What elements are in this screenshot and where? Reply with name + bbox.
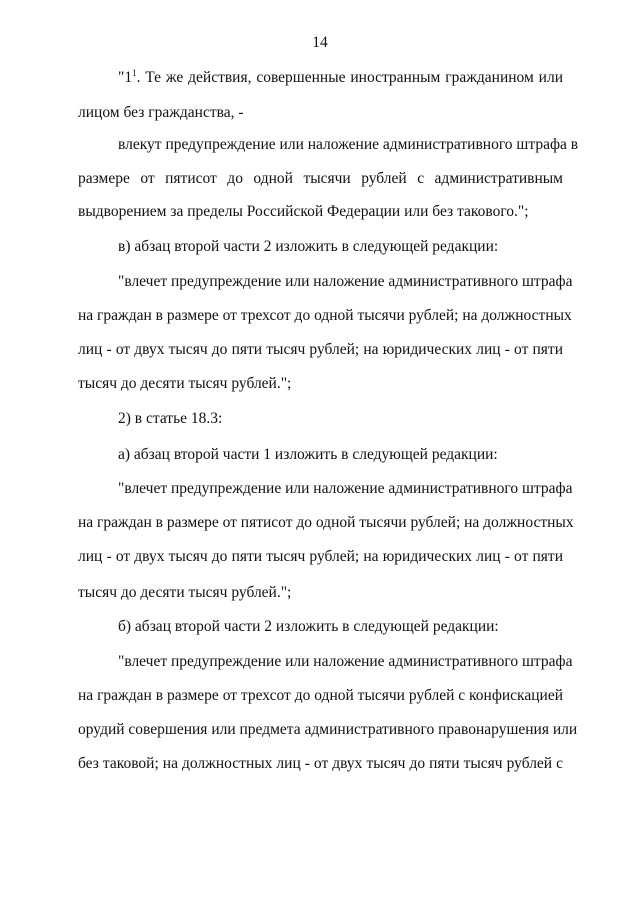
text-line: 2) в статье 18.3: [118, 410, 223, 427]
text-line: а) абзац второй части 1 изложить в следующей редакции: [118, 446, 498, 463]
text-line: выдворением за пределы Российской Федерации или без такового."; [78, 203, 529, 220]
text-line: влекут предупреждение или наложение административного штрафа в [118, 136, 579, 153]
text-line: на граждан в размере от пятисот до одной тысячи рублей; на должностных [78, 514, 574, 531]
text-line: "влечет предупреждение или наложение административного штрафа [118, 273, 573, 290]
text-line: на граждан в размере от трехсот до одной тысячи рублей с конфискацией [78, 687, 563, 704]
page-number: 14 [312, 34, 328, 51]
text-line: размере от пятисот до одной тысячи рублей с административным [78, 170, 563, 187]
text-line: орудий совершения или предмета административного правонарушения или [78, 721, 578, 738]
text-line: лиц - от двух тысяч до пяти тысяч рублей; на юридических лиц - от пяти [78, 341, 563, 358]
quote-text: "1 [118, 69, 133, 86]
text-line: "влечет предупреждение или наложение административного штрафа [118, 480, 573, 497]
text-line: "влечет предупреждение или наложение административного штрафа [118, 653, 573, 670]
text-line: б) абзац второй части 2 изложить в следующей редакции: [118, 618, 499, 635]
text-line [118, 68, 563, 87]
text-line: в) абзац второй части 2 изложить в следующей редакции: [118, 238, 499, 255]
text-line-rest: . Те же действия, совершенные иностранным гражданином или [136, 69, 563, 86]
text-line: без таковой; на должностных лиц - от двух тысяч до пяти тысяч рублей с [78, 755, 563, 772]
superscript: 1 [132, 68, 137, 78]
text-line: на граждан в размере от трехсот до одной тысячи рублей; на должностных [78, 307, 572, 324]
text-line: лицом без гражданства, - [78, 104, 244, 121]
text-line: тысяч до десяти тысяч рублей."; [78, 375, 292, 392]
text-line: лиц - от двух тысяч до пяти тысяч рублей; на юридических лиц - от пяти [78, 548, 563, 565]
text-line: тысяч до десяти тысяч рублей."; [78, 584, 292, 601]
